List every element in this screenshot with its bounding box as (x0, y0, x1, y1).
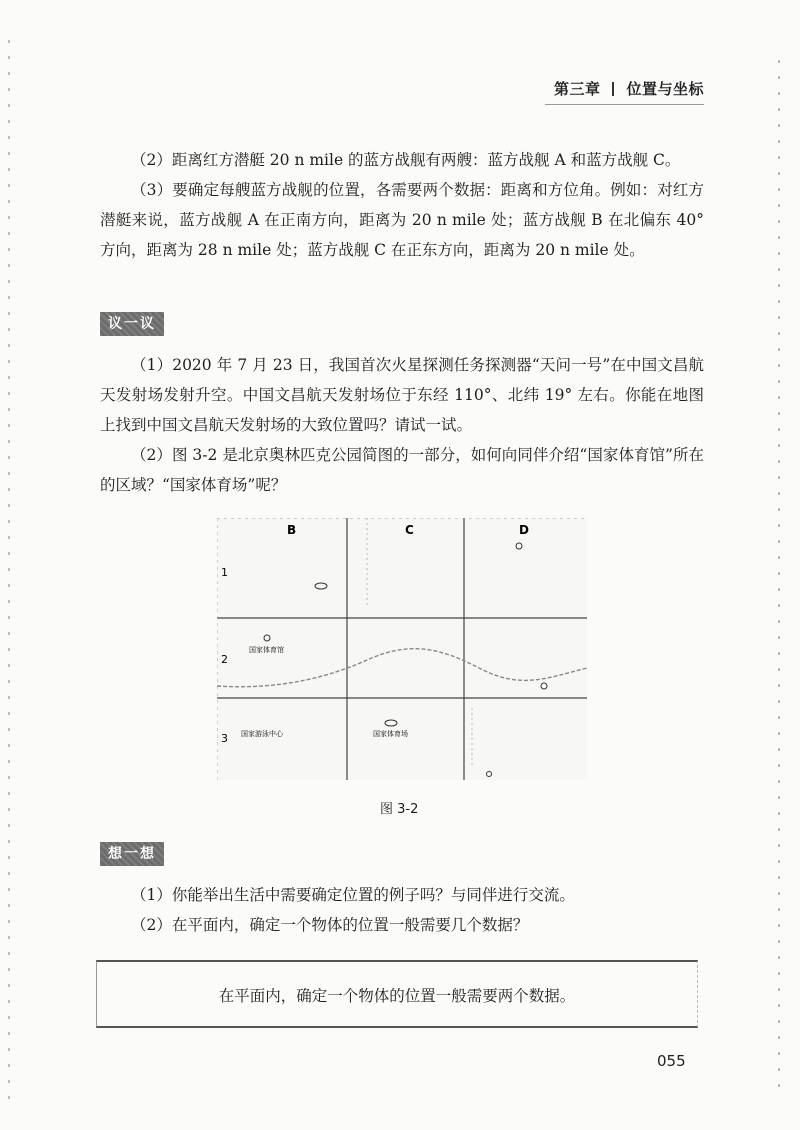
scan-edge-right (778, 60, 780, 1100)
think-paragraph-2: （2）在平面内，确定一个物体的位置一般需要几个数据？ (131, 916, 529, 934)
page-number: 055 (657, 1052, 686, 1070)
header-rule (545, 104, 704, 105)
section-tag-discuss: 议一议 (100, 312, 164, 336)
intro-paragraph-2: （3）要确定每艘蓝方战舰的位置，各需要两个数据：距离和方位角。例如：对红方潜艇来说，蓝方战舰 A 在正南方向，距离为 20 n mile 处；蓝方战舰 B 在北偏东 40° 方向，距离为 28 n mile 处；蓝方战舰 C 在正东方向，距离为 20 n mile 处。 (100, 181, 704, 259)
map-svg (217, 518, 587, 780)
header-separator (612, 82, 614, 96)
figure-caption: 图 3-2 (380, 802, 419, 817)
row-label-3: 3 (221, 732, 228, 745)
scan-edge-left (8, 40, 10, 1100)
intro-paragraph-1: （2）距离红方潜艇 20 n mile 的蓝方战舰有两艘：蓝方战舰 A 和蓝方战舰 C。 (131, 151, 681, 169)
discuss-paragraph-1: （1）2020 年 7 月 23 日，我国首次火星探测任务探测器“天问一号”在中国文昌航天发射场发射升空。中国文昌航天发射场位于东经 110°、北纬 19° 左右。你能在地图上找到中国文昌航天发射场的大致位置吗？请试一试。 (100, 356, 704, 434)
label-national-stadium: 国家体育场 (373, 730, 408, 738)
conclusion-text: 在平面内，确定一个物体的位置一般需要两个数据。 (218, 987, 576, 1005)
think-text (100, 880, 704, 940)
label-aquatics-center: 国家游泳中心 (241, 730, 283, 738)
row-label-2: 2 (221, 653, 228, 666)
chapter-label: 第三章 (553, 80, 601, 98)
olympic-park-map (217, 518, 587, 780)
col-label-b: B (287, 523, 297, 537)
running-header (554, 78, 704, 99)
discuss-text (100, 350, 704, 500)
conclusion-box (96, 960, 698, 1028)
discuss-paragraph-2: （2）图 3-2 是北京奥林匹克公园简图的一部分，如何向同伴介绍“国家体育馆”所在的区域？“国家体育场”呢？ (100, 446, 704, 494)
row-label-1: 1 (221, 566, 228, 579)
section-tag-think: 想一想 (100, 842, 164, 866)
chapter-title: 位置与坐标 (626, 80, 704, 98)
col-label-c: C (405, 523, 414, 537)
intro-text (100, 145, 704, 265)
col-label-d: D (519, 523, 529, 537)
think-paragraph-1: （1）你能举出生活中需要确定位置的例子吗？与同伴进行交流。 (131, 886, 575, 904)
label-national-gymnasium: 国家体育馆 (249, 646, 284, 654)
